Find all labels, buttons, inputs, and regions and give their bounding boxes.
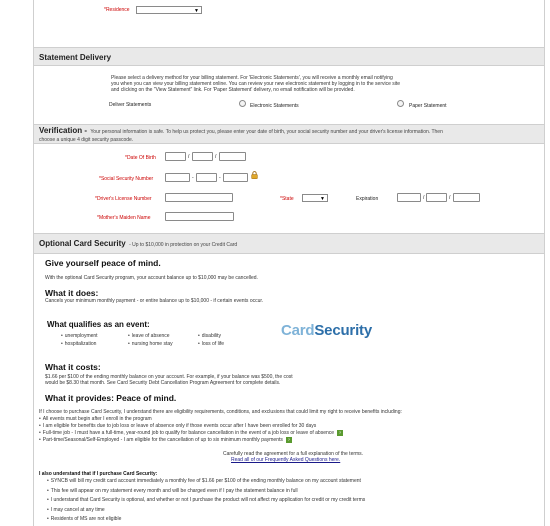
paper-statement-radio[interactable] bbox=[397, 100, 404, 107]
ssn-dash-2: - bbox=[219, 175, 221, 181]
ssn-part-1-input[interactable] bbox=[165, 173, 190, 182]
expiration-label: Expiration bbox=[356, 196, 379, 202]
statement-delivery-desc-2: you when you can view your billing statement online. You can review your new electronic statement by logging in to the service site bbox=[111, 81, 401, 87]
provides-list-item-text: • Full-time job - I must have a full-time, year-round job to qualify for balance cancellation in the event of a job loss or leave of absence bbox=[39, 430, 334, 436]
chevron-down-icon: ▼ bbox=[320, 196, 325, 202]
does-heading: What it does: bbox=[45, 288, 99, 298]
costs-text-2: would be $8.30 that month. See Card Security Debt Cancellation Program Agreement for complete details. bbox=[45, 380, 281, 386]
understand-list-item: • SYNCB will bill my credit card account immediately a monthly fee of $1.66 per $100 of the ending monthly balance on my account statement bbox=[47, 478, 361, 484]
residence-select[interactable] bbox=[136, 6, 202, 14]
statement-delivery-desc-3: and clicking on the "View Statement" link. For 'Paper Statement' delivery, no email notification will be provided. bbox=[111, 87, 355, 93]
card-security-logo-part-2: Security bbox=[314, 322, 372, 339]
event-item: • disability bbox=[198, 333, 221, 339]
card-security-logo-part-1: Card bbox=[281, 322, 315, 339]
event-item: • loss of life bbox=[198, 341, 224, 347]
event-item: • hospitalization bbox=[61, 341, 96, 347]
dl-label: *Driver's License Number bbox=[95, 196, 152, 202]
state-select[interactable] bbox=[302, 194, 328, 202]
provides-list-item: • All events must begin after I enroll in the program bbox=[39, 416, 152, 422]
application-form bbox=[33, 0, 545, 526]
statement-delivery-title: Statement Delivery bbox=[39, 53, 112, 62]
ssn-part-2-input[interactable] bbox=[196, 173, 217, 182]
does-text: Cancels your minimum monthly payment - or entire balance up to $10,000 - if certain events occur. bbox=[45, 298, 264, 304]
verification-intro-2: choose a unique 4 digit security passcode. bbox=[39, 137, 134, 143]
event-item: • nursing home stay bbox=[128, 341, 173, 347]
deliver-statements-label: Deliver Statements bbox=[109, 102, 152, 108]
costs-text-1: $1.66 per $100 of the ending monthly balance on your account. For example, if your balance was $500, the cost bbox=[45, 374, 293, 380]
expiration-day-input[interactable] bbox=[426, 193, 447, 202]
help-icon[interactable]: ? bbox=[287, 437, 290, 442]
agreement-text: Carefully read the agreement for a full explanation of the terms. bbox=[223, 451, 364, 457]
card-security-subtitle: - Up to $10,000 in protection on your Credit Card bbox=[129, 242, 238, 248]
statement-delivery-desc-1: Please select a delivery method for your billing statement. For 'Electronic Statements', you will receive a monthly email notifying bbox=[111, 75, 393, 81]
provides-list-item bbox=[39, 437, 292, 443]
verification-intro: Your personal information is safe. To help us protect you, please enter your date of birth, your social security number and your driver's license information. Then bbox=[90, 129, 443, 135]
events-heading: What qualifies as an event: bbox=[47, 320, 150, 329]
card-security-logo bbox=[281, 322, 372, 339]
dob-slash-1: / bbox=[188, 154, 190, 160]
expiration-year-input[interactable] bbox=[453, 193, 480, 202]
peace-text: With the optional Card Security program, your account balance up to $10,000 may be cancelled. bbox=[45, 275, 258, 281]
dob-label: *Date Of Birth bbox=[125, 155, 156, 161]
event-item: • leave of absence bbox=[128, 333, 170, 339]
costs-heading: What it costs: bbox=[45, 362, 101, 372]
electronic-statements-label: Electronic Statements bbox=[250, 103, 299, 109]
dob-day-input[interactable] bbox=[192, 152, 213, 161]
peace-heading: Give yourself peace of mind. bbox=[45, 258, 161, 268]
verification-title-row bbox=[39, 126, 443, 135]
provides-list-item-text: • Part-time/Seasonal/Self-Employed - I am eligible for the cancellation of up to six minimum monthly payments bbox=[39, 437, 283, 443]
understand-list-item: • This fee will appear on my statement every month and will be charged even if I pay the statement balance in full bbox=[47, 488, 298, 494]
verification-title: Verification - bbox=[39, 126, 88, 135]
faq-link[interactable]: Read all of our Frequently Asked Questions here. bbox=[231, 457, 341, 463]
state-label: *State bbox=[280, 196, 294, 202]
paper-statement-label: Paper Statement bbox=[409, 103, 447, 109]
expiration-month-input[interactable] bbox=[397, 193, 421, 202]
event-item: • unemployment bbox=[61, 333, 98, 339]
understand-list-item: • I may cancel at any time bbox=[47, 507, 105, 513]
dl-number-input[interactable] bbox=[165, 193, 233, 202]
maiden-name-input[interactable] bbox=[165, 212, 234, 221]
card-security-title: Optional Card Security bbox=[39, 239, 126, 248]
expiration-slash-2: / bbox=[449, 195, 451, 201]
understand-heading: I also understand that if I purchase Card Security: bbox=[39, 471, 158, 477]
provides-intro: If I choose to purchase Card Security, I understand there are eligibility requirements, conditions, and exclusions that could limit my right to receive benefits including: bbox=[39, 409, 402, 415]
maiden-name-label: *Mother's Maiden Name bbox=[97, 215, 151, 221]
provides-heading: What it provides: Peace of mind. bbox=[45, 393, 177, 403]
understand-list-item: • I understand that Card Security is optional, and whether or not I purchase the product will not affect my application for credit or my credit terms bbox=[47, 497, 365, 503]
residence-label-text: *Residence bbox=[104, 7, 130, 13]
card-security-title-row bbox=[39, 239, 237, 248]
ssn-dash-1: - bbox=[192, 175, 194, 181]
provides-list-item bbox=[39, 430, 343, 436]
dob-year-input[interactable] bbox=[219, 152, 246, 161]
lock-icon bbox=[251, 171, 258, 179]
electronic-statements-radio[interactable] bbox=[239, 100, 246, 107]
ssn-label: *Social Security Number bbox=[99, 176, 154, 182]
chevron-down-icon: ▼ bbox=[194, 8, 199, 14]
expiration-slash-1: / bbox=[423, 195, 425, 201]
understand-list-item: • Residents of MS are not eligible bbox=[47, 516, 121, 522]
provides-list-item: • I am eligible for benefits due to job loss or leave of absence only if those events occur after I have been enrolled for 30 days bbox=[39, 423, 316, 429]
ssn-part-3-input[interactable] bbox=[223, 173, 248, 182]
dob-slash-2: / bbox=[215, 154, 217, 160]
dob-month-input[interactable] bbox=[165, 152, 186, 161]
residence-label bbox=[104, 7, 130, 13]
help-icon[interactable]: ? bbox=[338, 430, 342, 435]
